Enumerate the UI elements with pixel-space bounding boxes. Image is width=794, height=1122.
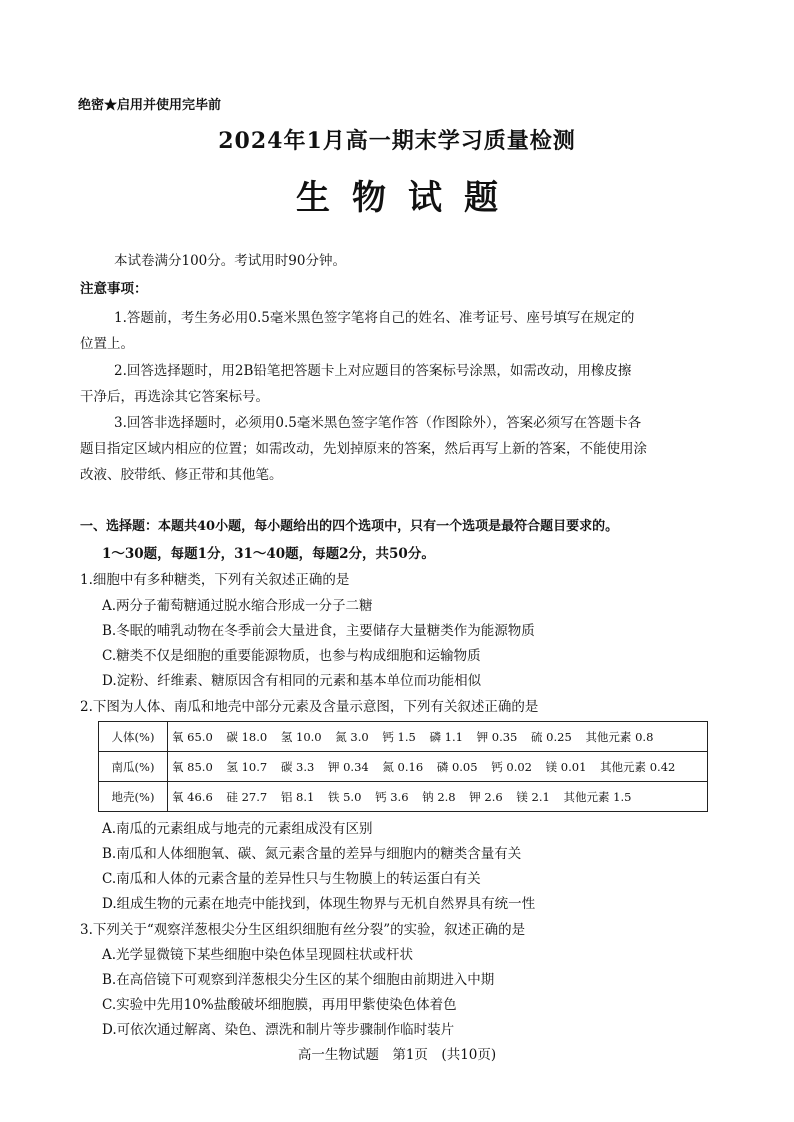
row-values	[168, 722, 708, 752]
note-line: 位置上。	[80, 336, 134, 352]
question-option: B.南瓜和人体细胞氧、碳、氮元素含量的差异与细胞内的糖类含量有关	[102, 846, 522, 862]
element-value: 镁 2.1	[516, 789, 550, 804]
element-value: 钙 1.5	[382, 729, 416, 744]
question-option: C.实验中先用10%盐酸破坏细胞膜，再用甲紫使染色体着色	[102, 997, 457, 1013]
element-value: 镁 0.01	[545, 759, 587, 774]
question-option: C.糖类不仅是细胞的重要能源物质，也参与构成细胞和运输物质	[102, 648, 481, 664]
element-value: 钙 3.6	[375, 789, 409, 804]
element-value: 氢 10.7	[226, 759, 268, 774]
section-heading: 一、选择题：本题共40小题，每小题给出的四个选项中，只有一个选项是最符合题目要求的。	[80, 519, 619, 534]
question-option: A.南瓜的元素组成与地壳的元素组成没有区别	[102, 821, 373, 837]
element-content-table	[98, 721, 708, 812]
note-line: 题目指定区域内相应的位置；如需改动，先划掉原来的答案，然后再写上新的答案，不能使用涂	[80, 441, 647, 457]
question-option: D.组成生物的元素在地壳中能找到，体现生物界与无机自然界具有统一性	[102, 896, 536, 912]
table-row	[99, 752, 708, 782]
element-value: 磷 0.05	[436, 759, 478, 774]
element-value: 硅 27.7	[226, 789, 268, 804]
row-values	[168, 752, 708, 782]
row-label: 南瓜(%)	[99, 752, 168, 782]
note-line: 2.回答选择题时，用2B铅笔把答题卡上对应题目的答案标号涂黑，如需改动，用橡皮擦	[114, 363, 632, 379]
question-option: B.在高倍镜下可观察到洋葱根尖分生区的某个细胞由前期进入中期	[102, 972, 495, 988]
element-value: 钠 2.8	[422, 789, 456, 804]
question-stem: 2.下图为人体、南瓜和地壳中部分元素及含量示意图，下列有关叙述正确的是	[80, 699, 539, 715]
score-time-note: 本试卷满分100分。考试用时90分钟。	[114, 253, 346, 269]
question-option: C.南瓜和人体的元素含量的差异性只与生物膜上的转运蛋白有关	[102, 871, 481, 887]
subject-title: 生物试题	[296, 178, 520, 218]
question-option: A.两分子葡萄糖通过脱水缩合形成一分子二糖	[102, 598, 373, 614]
note-line: 干净后，再选涂其它答案标号。	[80, 389, 269, 405]
table-row	[99, 782, 708, 812]
element-value: 硫 0.25	[531, 729, 572, 744]
note-line: 1.答题前，考生务必用0.5毫米黑色签字笔将自己的姓名、准考证号、座号填写在规定的	[114, 310, 635, 326]
section-heading-scoring: 1～30题，每题1分，31～40题，每题2分，共50分。	[102, 546, 435, 562]
question-option: B.冬眠的哺乳动物在冬季前会大量进食，主要储存大量糖类作为能源物质	[102, 623, 535, 639]
question-option: D.淀粉、纤维素、糖原因含有相同的元素和基本单位而功能相似	[102, 673, 482, 689]
element-value: 其他元素 0.8	[585, 729, 654, 744]
note-line: 改液、胶带纸、修正带和其他笔。	[80, 467, 283, 483]
row-label: 地壳(%)	[99, 782, 168, 812]
element-value: 铁 5.0	[327, 789, 362, 804]
question-option: A.光学显微镜下某些细胞中染色体呈现圆柱状或杆状	[102, 947, 414, 963]
element-value: 氮 0.16	[382, 759, 424, 774]
row-label: 人体(%)	[99, 722, 168, 752]
question-option: D.可依次通过解离、染色、漂洗和制片等步骤制作临时装片	[102, 1022, 455, 1038]
confidential-label: 绝密★启用并使用完毕前	[78, 98, 222, 113]
page-footer: 高一生物试题 第1页 (共10页)	[297, 1047, 497, 1063]
note-line: 3.回答非选择题时，必须用0.5毫米黑色签字笔作答（作图除外），答案必须写在答题卡各	[114, 415, 642, 431]
element-value: 钾 0.34	[327, 759, 369, 774]
element-value: 氮 3.0	[335, 729, 369, 744]
question-stem: 3.下列关于“观察洋葱根尖分生区组织细胞有丝分裂”的实验，叙述正确的是	[80, 922, 526, 938]
question-stem: 1.细胞中有多种糖类，下列有关叙述正确的是	[80, 572, 350, 588]
table-row	[99, 722, 708, 752]
element-value: 氢 10.0	[280, 729, 322, 744]
element-value: 其他元素 1.5	[563, 789, 632, 804]
exam-title: 2024年1月高一期末学习质量检测	[218, 128, 576, 154]
element-value: 钾 2.6	[469, 789, 503, 804]
element-value: 铝 8.1	[280, 789, 315, 804]
notes-title: 注意事项：	[80, 281, 148, 297]
element-value: 碳 18.0	[226, 729, 268, 744]
element-value: 碳 3.3	[280, 759, 315, 774]
element-value: 氧 46.6	[172, 789, 213, 804]
row-values	[168, 782, 708, 812]
element-value: 其他元素 0.42	[600, 759, 676, 774]
element-value: 氧 65.0	[172, 729, 213, 744]
element-value: 钙 0.02	[491, 759, 532, 774]
element-value: 钾 0.35	[476, 729, 518, 744]
element-value: 磷 1.1	[429, 729, 463, 744]
element-value: 氧 85.0	[172, 759, 213, 774]
